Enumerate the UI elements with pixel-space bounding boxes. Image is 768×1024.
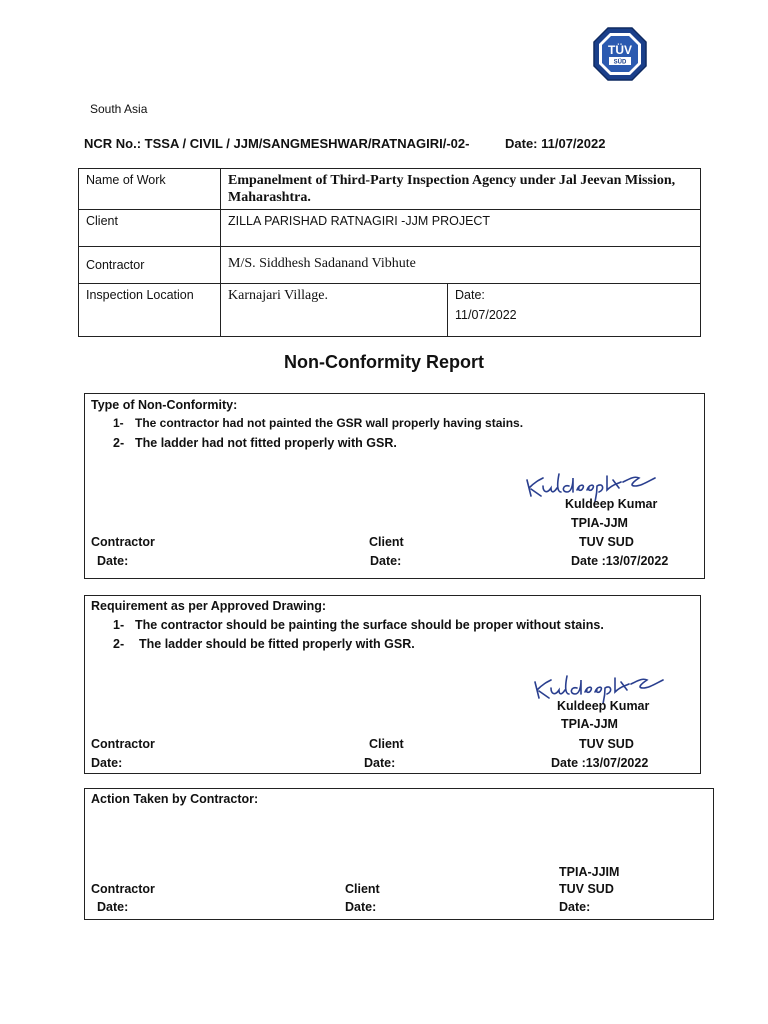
item-number: 2-	[113, 637, 125, 651]
signer-date: Date :13/07/2022	[551, 756, 649, 770]
contractor-label: Contractor	[91, 535, 155, 549]
location-date-cell	[448, 284, 701, 337]
name-of-work-value: Empanelment of Third-Party Inspection Agency under Jal Jeevan Mission, Maharashtra.	[221, 169, 701, 210]
section3-heading: Action Taken by Contractor:	[91, 792, 259, 806]
client-label: Client	[369, 737, 404, 751]
list-item	[113, 416, 523, 430]
list-item	[113, 436, 397, 450]
client-date: Date:	[370, 554, 402, 568]
ncr-value: TSSA / CIVIL / JJM/SANGMESHWAR/RATNAGIRI/-02-	[144, 136, 470, 151]
location-label: Inspection Location	[79, 284, 221, 337]
contractor-label: Contractor	[79, 247, 221, 284]
location-date-value: 11/07/2022	[455, 308, 517, 322]
signer-date: Date:	[559, 900, 591, 914]
client-label: Client	[345, 882, 380, 896]
contractor-date: Date:	[97, 554, 129, 568]
contractor-date: Date:	[91, 756, 123, 770]
contractor-value: M/S. Siddhesh Sadanand Vibhute	[221, 247, 701, 284]
client-label: Client	[369, 535, 404, 549]
header-date: Date: 11/07/2022	[505, 136, 606, 151]
client-date: Date:	[345, 900, 377, 914]
requirement-section	[84, 595, 701, 774]
action-section	[84, 788, 714, 920]
client-label: Client	[79, 210, 221, 247]
section1-heading: Type of Non-Conformity:	[91, 398, 238, 412]
list-item	[113, 637, 415, 651]
contractor-label: Contractor	[91, 882, 155, 896]
signer-org: TUV SUD	[559, 882, 614, 896]
logo-sub-text: SÜD	[613, 59, 627, 66]
ncr-number	[84, 136, 469, 151]
item-text: The ladder should be fitted properly with GSR.	[139, 637, 415, 651]
table-row	[79, 210, 701, 247]
signer-role: TPIA-JJIM	[559, 865, 620, 879]
signer-org: TUV SUD	[579, 535, 634, 549]
signer-role: TPIA-JJM	[571, 516, 628, 530]
list-item	[113, 618, 604, 632]
table-row	[79, 247, 701, 284]
info-table	[78, 168, 701, 337]
item-number: 1-	[113, 416, 124, 430]
name-of-work-label: Name of Work	[79, 169, 221, 210]
item-text: The contractor had not painted the GSR wall properly having stains.	[135, 416, 524, 430]
item-number: 1-	[113, 618, 125, 632]
item-number: 2-	[113, 436, 125, 450]
signer-org: TUV SUD	[579, 737, 634, 751]
client-value: ZILLA PARISHAD RATNAGIRI -JJM PROJECT	[221, 210, 701, 247]
table-row	[79, 169, 701, 210]
section2-heading: Requirement as per Approved Drawing:	[91, 599, 326, 613]
signer-role: TPIA-JJM	[561, 717, 618, 731]
logo-brand-text: TÜV	[608, 43, 632, 57]
region-label: South Asia	[90, 102, 148, 116]
ncr-label: NCR No.:	[84, 136, 142, 151]
contractor-label: Contractor	[91, 737, 155, 751]
tuv-sud-logo	[592, 26, 648, 82]
item-text: The ladder had not fitted properly with GSR.	[135, 436, 397, 450]
table-row	[79, 284, 701, 337]
report-title: Non-Conformity Report	[284, 352, 484, 372]
location-value: Karnajari Village.	[221, 284, 448, 337]
contractor-date: Date:	[97, 900, 129, 914]
signer-date: Date :13/07/2022	[571, 554, 669, 568]
signer-name: Kuldeep Kumar	[557, 699, 650, 713]
client-date: Date:	[364, 756, 396, 770]
signer-name: Kuldeep Kumar	[565, 497, 658, 511]
nonconformity-section	[84, 393, 705, 579]
location-date-label: Date:	[455, 288, 485, 302]
item-text: The contractor should be painting the surface should be proper without stains.	[135, 618, 604, 632]
